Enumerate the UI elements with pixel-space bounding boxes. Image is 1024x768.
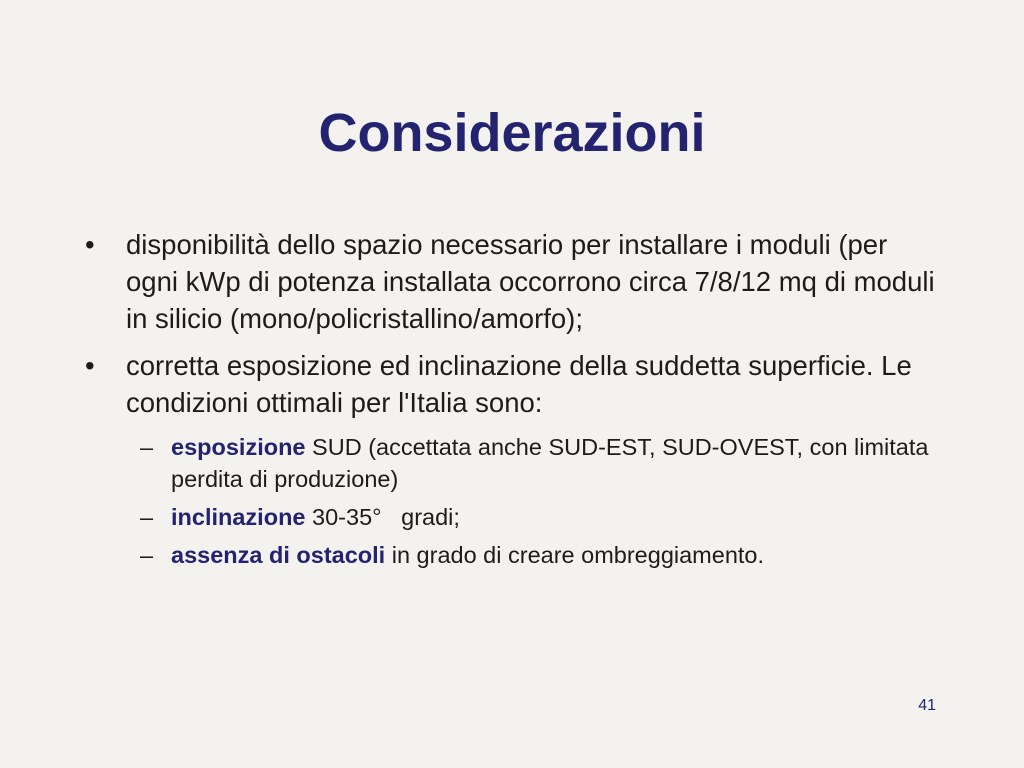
subbullet-text: in grado di creare ombreggiamento. [385,542,765,568]
bullet-marker: • [85,229,95,260]
slide-title: Considerazioni [318,103,706,163]
subbullet-item [85,431,945,495]
bullet-text: corretta esposizione ed inclinazione della suddetta superficie. Le condizioni ottimali per l'Italia sono: [126,350,912,418]
subbullet-text: 30-35° gradi; [305,504,460,530]
subbullet-keyword: assenza di ostacoli [171,542,386,568]
subbullet-item [85,539,945,571]
subbullet-text: SUD (accettata anche SUD-EST, SUD-OVEST, con limitata perdita di produzione) [171,434,929,492]
page-number: 41 [918,697,936,714]
bullet-text: disponibilità dello spazio necessario per installare i moduli (per ogni kWp di potenza installata occorrono circa 7/8/12 mq di moduli in silicio (mono/policristallino/amorfo); [126,229,935,334]
subbullet-keyword: esposizione [171,434,306,460]
bullet-item [85,347,945,421]
subbullet-keyword: inclinazione [171,504,306,530]
dash-marker: – [140,504,154,530]
bullet-marker: • [85,350,95,381]
slide-content [85,226,945,577]
bullet-item [85,226,945,337]
dash-marker: – [140,434,154,460]
subbullet-item [85,501,945,533]
dash-marker: – [140,542,154,568]
